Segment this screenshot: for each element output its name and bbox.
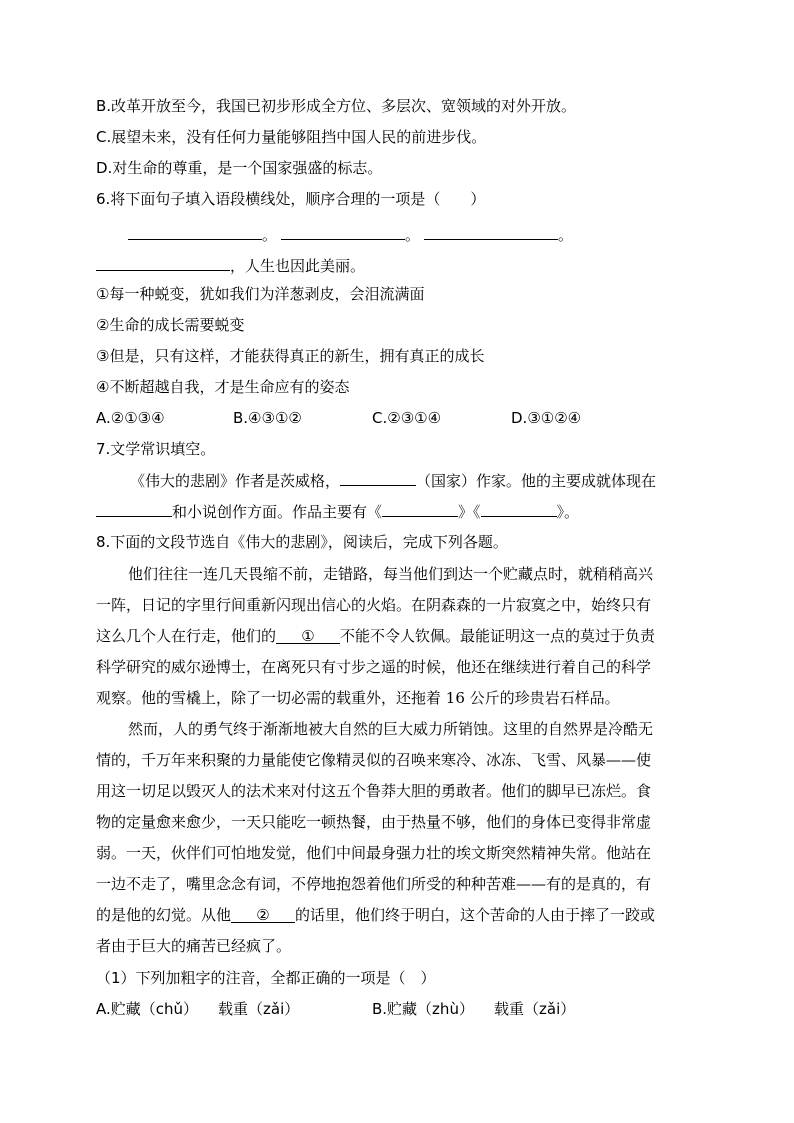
q6-option-c: C.②③①④ xyxy=(372,409,442,427)
q6-option-a: A.②①③④ xyxy=(96,409,165,427)
passage-line: 物的定量愈来愈少，一天只能吃一顿热餐，由于热量不够，他们的身体已变得非常虚 xyxy=(96,813,652,831)
q7-line-2: 和小说创作方面。作品主要有《 》《 》。 xyxy=(96,501,579,522)
blank-work-2[interactable] xyxy=(481,501,557,517)
sentence-2: ②生命的成长需要蜕变 xyxy=(96,316,245,334)
q8-1-option-a-word-2: 载重（zǎi） xyxy=(218,1000,300,1018)
passage-line: 情的，千万年来积聚的力量能使它像精灵似的召唤来寒冷、冰冻、飞雪、风暴——使 xyxy=(96,751,652,769)
blank-work-1[interactable] xyxy=(382,501,458,517)
question-7: 7.文学常识填空。 xyxy=(96,440,216,458)
question-8: 8.下面的文段节选自《伟大的悲剧》，阅读后，完成下列各题。 xyxy=(96,533,508,551)
passage-line: 者由于巨大的痛苦已经疯了。 xyxy=(96,937,292,955)
q7-line-1: 《伟大的悲剧》作者是茨威格， （国家）作家。他的主要成就体现在 xyxy=(130,472,657,490)
question-8-1: （1）下列加粗字的注音，全都正确的一项是（ ） xyxy=(96,969,436,987)
passage-line: 一阵，日记的字里行间重新闪现出信心的火焰。在阴森森的一片寂寞之中，始终只有 xyxy=(96,596,652,614)
passage-line: 他们往往一连几天畏缩不前，走错路，每当他们到达一个贮藏点时，就稍稍高兴 xyxy=(128,565,654,583)
q6-blank-line-2: ，人生也因此美丽。 xyxy=(96,255,365,276)
passage-line: 这么几个人在行走，他们的 ① 不能不令人钦佩。最能证明这一点的莫过于负责 xyxy=(96,627,656,645)
blank[interactable] xyxy=(128,224,262,240)
sentence-1: ①每一种蜕变，犹如我们为洋葱剥皮，会泪流满面 xyxy=(96,285,425,303)
q8-1-options xyxy=(96,999,575,1019)
sentence-3: ③但是，只有这样，才能获得真正的新生，拥有真正的成长 xyxy=(96,347,485,365)
blank[interactable] xyxy=(281,224,405,240)
q6-blank-line-1: 。 。 。 xyxy=(128,224,573,245)
passage-line: 一边不走了，嘴里念念有词，不停地抱怨着他们所受的种种苦难——有的是真的，有 xyxy=(96,875,652,893)
q8-1-option-b-word-1: B.贮藏（zhù） xyxy=(372,1000,474,1018)
passage-line: 弱。一天，伙伴们可怕地发觉，他们中间最身强力壮的埃文斯突然精神失常。他站在 xyxy=(96,844,652,862)
passage-line: 然而，人的勇气终于渐渐地被大自然的巨大威力所销蚀。这里的自然界是冷酷无 xyxy=(128,720,654,738)
q8-1-option-a-word-1: A.贮藏（chǔ） xyxy=(96,1000,199,1018)
passage-line: 的是他的幻觉。从他 ② 的话里，他们终于明白，这个苦命的人由于摔了一跤或 xyxy=(96,906,656,924)
passage-line: 科学研究的威尔逊博士，在离死只有寸步之遥的时候，他还在继续进行着自己的科学 xyxy=(96,658,652,676)
passage-line: 用这一切足以毁灭人的法术来对付这五个鲁莽大胆的勇敢者。他们的脚早已冻烂。食 xyxy=(96,782,652,800)
blank-2[interactable]: ② xyxy=(231,905,295,923)
passage-line: 观察。他的雪橇上，除了一切必需的载重外，还拖着 16 公斤的珍贵岩石样品。 xyxy=(96,689,620,707)
q6-option-b: B.④③①② xyxy=(233,409,302,427)
blank-country[interactable] xyxy=(340,470,416,486)
blank-genre[interactable] xyxy=(96,501,172,517)
q8-1-option-b-word-2: 载重（zǎi） xyxy=(494,1000,576,1018)
q6-options xyxy=(96,408,581,428)
option-d: D.对生命的尊重，是一个国家强盛的标志。 xyxy=(96,159,383,177)
blank[interactable] xyxy=(96,255,230,271)
q6-option-d: D.③①②④ xyxy=(511,409,582,427)
blank[interactable] xyxy=(424,224,558,240)
question-6: 6.将下面句子填入语段横线处，顺序合理的一项是（ ） xyxy=(96,190,486,208)
option-c: C.展望未来，没有任何力量能够阻挡中国人民的前进步伐。 xyxy=(96,128,487,146)
option-b: B.改革开放至今，我国已初步形成全方位、多层次、宽领域的对外开放。 xyxy=(96,97,577,115)
blank-1[interactable]: ① xyxy=(276,626,340,644)
sentence-4: ④不断超越自我，才是生命应有的姿态 xyxy=(96,378,350,396)
